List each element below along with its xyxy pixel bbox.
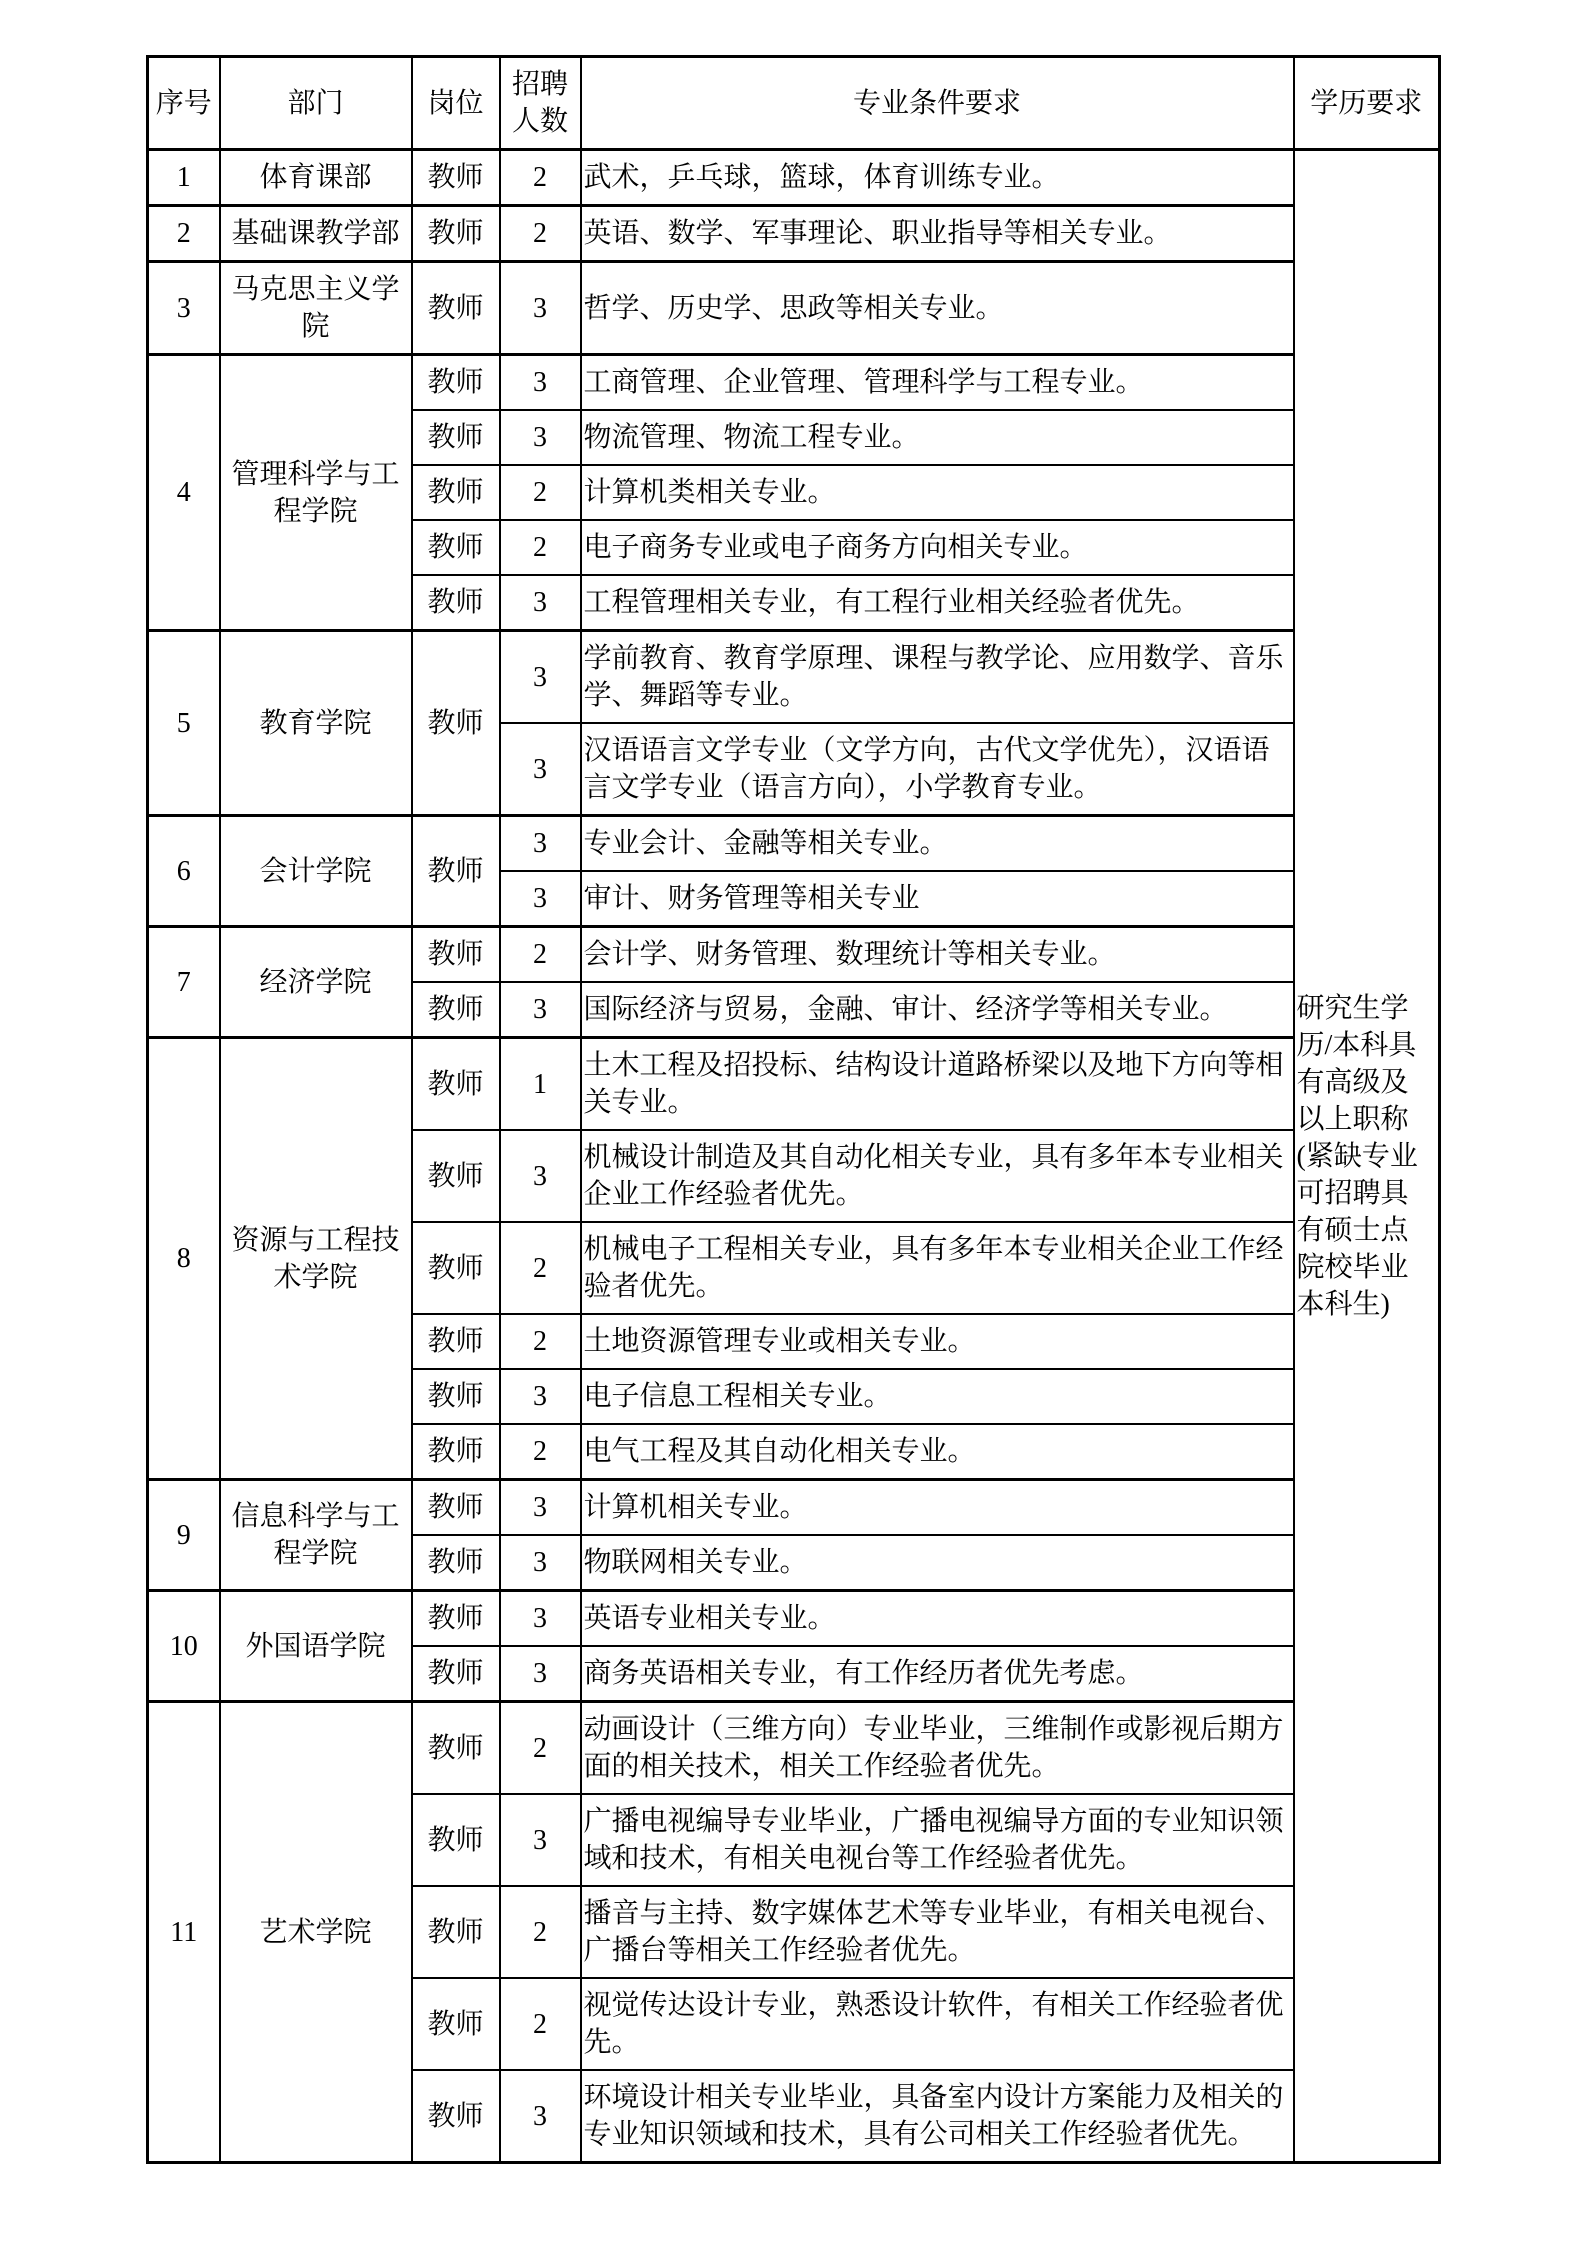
requirement-cell: 视觉传达设计专业，熟悉设计软件，有相关工作经验者优先。 [581,1978,1294,2070]
count-cell: 3 [500,631,581,724]
requirement-cell: 工程管理相关专业，有工程行业相关经验者优先。 [581,575,1294,631]
department-cell: 资源与工程技术学院 [220,1038,412,1480]
count-cell: 3 [500,1535,581,1591]
table-row [148,1038,1440,1131]
requirement-cell: 物流管理、物流工程专业。 [581,410,1294,465]
department-cell: 艺术学院 [220,1702,412,2163]
count-cell: 3 [500,1794,581,1886]
table-row [148,927,1440,983]
position-cell: 教师 [412,816,500,927]
count-cell: 2 [500,1424,581,1480]
table-row [148,1702,1440,1795]
position-cell: 教师 [412,2070,500,2163]
requirement-cell: 专业会计、金融等相关专业。 [581,816,1294,872]
department-cell: 经济学院 [220,927,412,1038]
requirement-cell: 武术，乒乓球，篮球，体育训练专业。 [581,150,1294,206]
count-cell: 2 [500,927,581,983]
table-row [148,262,1440,355]
row-number-cell: 1 [148,150,220,206]
requirement-cell: 动画设计（三维方向）专业毕业，三维制作或影视后期方面的相关技术，相关工作经验者优先。 [581,1702,1294,1795]
position-cell: 教师 [412,1038,500,1131]
row-number-cell: 11 [148,1702,220,2163]
row-number-cell: 5 [148,631,220,816]
requirement-cell: 土木工程及招投标、结构设计道路桥梁以及地下方向等相关专业。 [581,1038,1294,1131]
table-header [148,57,1440,150]
table-row [148,1591,1440,1647]
row-number-cell: 9 [148,1480,220,1591]
table-row [148,206,1440,262]
count-cell: 2 [500,465,581,520]
requirement-cell: 电子商务专业或电子商务方向相关专业。 [581,520,1294,575]
department-cell: 基础课教学部 [220,206,412,262]
position-cell: 教师 [412,1535,500,1591]
header-cell-1: 部门 [220,57,412,150]
count-cell: 2 [500,1886,581,1978]
position-cell: 教师 [412,575,500,631]
count-cell: 3 [500,355,581,411]
department-cell: 信息科学与工程学院 [220,1480,412,1591]
education-requirement-cell: 研究生学历/本科具有高级及以上职称(紧缺专业可招聘具有硕士点院校毕业本科生) [1294,150,1440,2163]
table-row [148,816,1440,872]
count-cell: 2 [500,1702,581,1795]
row-number-cell: 6 [148,816,220,927]
row-number-cell: 2 [148,206,220,262]
header-cell-0: 序号 [148,57,220,150]
position-cell: 教师 [412,262,500,355]
count-cell: 3 [500,2070,581,2163]
requirement-cell: 汉语语言文学专业（文学方向，古代文学优先），汉语语言文学专业（语言方向），小学教育专业。 [581,723,1294,816]
row-number-cell: 10 [148,1591,220,1702]
table-row [148,150,1440,206]
requirement-cell: 机械电子工程相关专业，具有多年本专业相关企业工作经验者优先。 [581,1222,1294,1314]
count-cell: 3 [500,723,581,816]
position-cell: 教师 [412,1222,500,1314]
header-cell-3: 招聘人数 [500,57,581,150]
row-number-cell: 8 [148,1038,220,1480]
position-cell: 教师 [412,927,500,983]
requirement-cell: 电子信息工程相关专业。 [581,1369,1294,1424]
requirement-cell: 土地资源管理专业或相关专业。 [581,1314,1294,1369]
position-cell: 教师 [412,1978,500,2070]
count-cell: 3 [500,871,581,927]
position-cell: 教师 [412,1794,500,1886]
count-cell: 3 [500,1369,581,1424]
count-cell: 3 [500,816,581,872]
count-cell: 2 [500,520,581,575]
requirement-cell: 环境设计相关专业毕业，具备室内设计方案能力及相关的专业知识领域和技术，具有公司相关工作经验者优先。 [581,2070,1294,2163]
count-cell: 3 [500,262,581,355]
requirement-cell: 哲学、历史学、思政等相关专业。 [581,262,1294,355]
count-cell: 3 [500,1130,581,1222]
count-cell: 1 [500,1038,581,1131]
table-body [148,150,1440,2163]
count-cell: 2 [500,1978,581,2070]
requirement-cell: 学前教育、教育学原理、课程与教学论、应用数学、音乐学、舞蹈等专业。 [581,631,1294,724]
department-cell: 体育课部 [220,150,412,206]
position-cell: 教师 [412,1369,500,1424]
position-cell: 教师 [412,520,500,575]
position-cell: 教师 [412,355,500,411]
count-cell: 3 [500,1591,581,1647]
position-cell: 教师 [412,410,500,465]
position-cell: 教师 [412,1646,500,1702]
header-cell-5: 学历要求 [1294,57,1440,150]
table-row [148,631,1440,724]
row-number-cell: 3 [148,262,220,355]
position-cell: 教师 [412,1480,500,1536]
department-cell: 会计学院 [220,816,412,927]
row-number-cell: 7 [148,927,220,1038]
position-cell: 教师 [412,150,500,206]
header-row [148,57,1440,150]
position-cell: 教师 [412,1591,500,1647]
row-number-cell: 4 [148,355,220,631]
position-cell: 教师 [412,206,500,262]
requirement-cell: 机械设计制造及其自动化相关专业，具有多年本专业相关企业工作经验者优先。 [581,1130,1294,1222]
position-cell: 教师 [412,1130,500,1222]
position-cell: 教师 [412,982,500,1038]
position-cell: 教师 [412,1314,500,1369]
requirement-cell: 会计学、财务管理、数理统计等相关专业。 [581,927,1294,983]
position-cell: 教师 [412,1702,500,1795]
table-row [148,355,1440,411]
requirement-cell: 工商管理、企业管理、管理科学与工程专业。 [581,355,1294,411]
department-cell: 马克思主义学院 [220,262,412,355]
count-cell: 2 [500,206,581,262]
position-cell: 教师 [412,631,500,816]
count-cell: 2 [500,1314,581,1369]
requirement-cell: 国际经济与贸易，金融、审计、经济学等相关专业。 [581,982,1294,1038]
count-cell: 3 [500,982,581,1038]
recruitment-table [146,55,1441,2164]
count-cell: 2 [500,150,581,206]
table-row [148,1480,1440,1536]
requirement-cell: 审计、财务管理等相关专业 [581,871,1294,927]
count-cell: 2 [500,1222,581,1314]
requirement-cell: 电气工程及其自动化相关专业。 [581,1424,1294,1480]
position-cell: 教师 [412,1424,500,1480]
count-cell: 3 [500,575,581,631]
count-cell: 3 [500,1480,581,1536]
header-cell-4: 专业条件要求 [581,57,1294,150]
department-cell: 管理科学与工程学院 [220,355,412,631]
requirement-cell: 商务英语相关专业，有工作经历者优先考虑。 [581,1646,1294,1702]
position-cell: 教师 [412,465,500,520]
count-cell: 3 [500,410,581,465]
requirement-cell: 物联网相关专业。 [581,1535,1294,1591]
department-cell: 外国语学院 [220,1591,412,1702]
requirement-cell: 英语、数学、军事理论、职业指导等相关专业。 [581,206,1294,262]
position-cell: 教师 [412,1886,500,1978]
requirement-cell: 英语专业相关专业。 [581,1591,1294,1647]
requirement-cell: 计算机相关专业。 [581,1480,1294,1536]
requirement-cell: 播音与主持、数字媒体艺术等专业毕业，有相关电视台、广播台等相关工作经验者优先。 [581,1886,1294,1978]
count-cell: 3 [500,1646,581,1702]
requirement-cell: 广播电视编导专业毕业，广播电视编导方面的专业知识领域和技术，有相关电视台等工作经验者优先。 [581,1794,1294,1886]
department-cell: 教育学院 [220,631,412,816]
requirement-cell: 计算机类相关专业。 [581,465,1294,520]
header-cell-2: 岗位 [412,57,500,150]
